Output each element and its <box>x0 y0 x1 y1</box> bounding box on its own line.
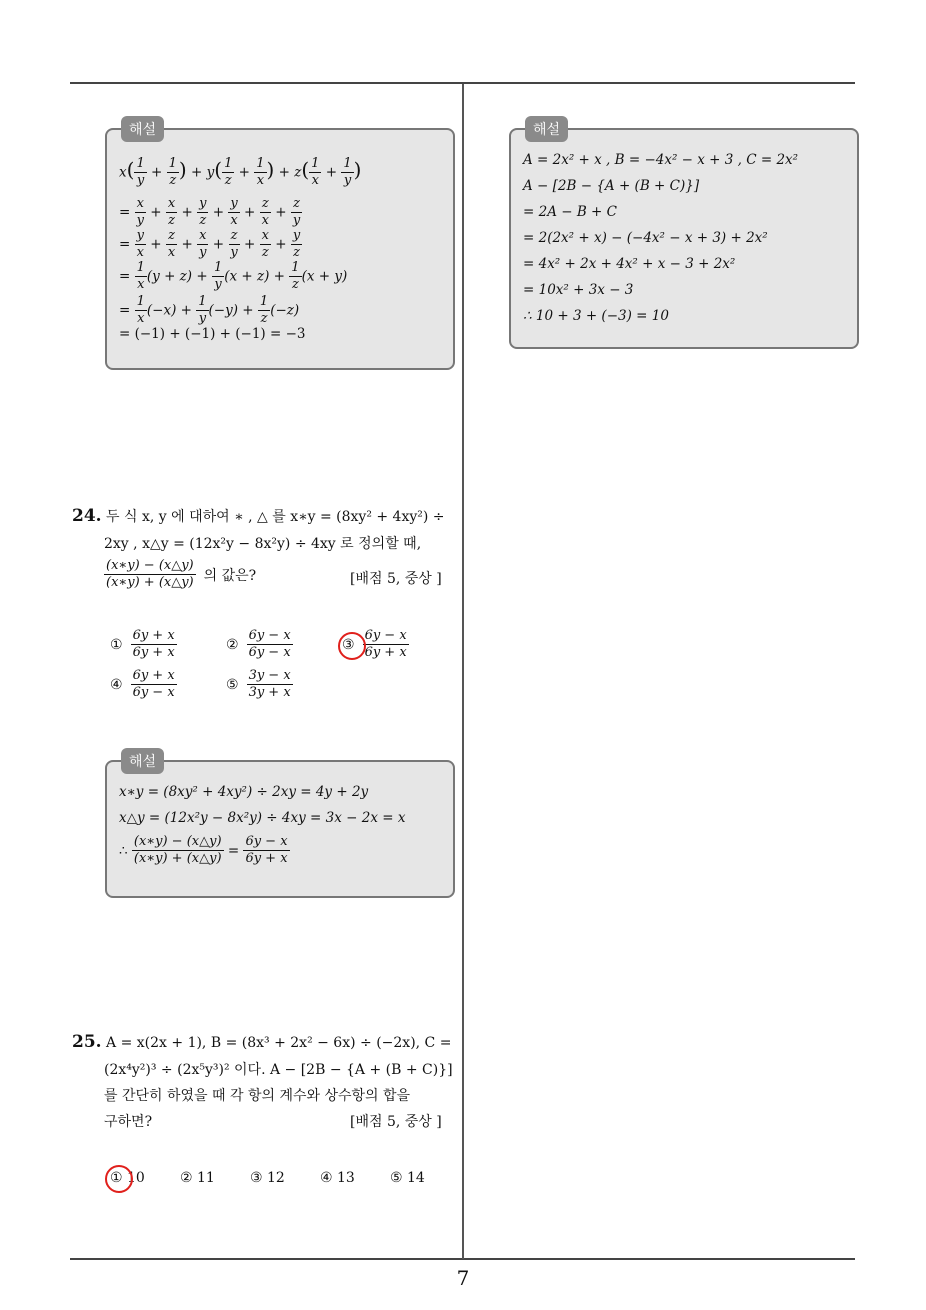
question-24-line2: 2xy , x△y = (12x²y − 8x²y) ÷ 4xy 로 정의할 때, <box>104 536 422 552</box>
question-number: 25. <box>72 1032 102 1052</box>
choice-5[interactable]: ⑤ 14 <box>390 1170 425 1186</box>
page-number: 7 <box>456 1266 470 1290</box>
solution-line: x△y = (12x²y − 8x²y) ÷ 4xy = 3x − 2x = x <box>119 810 406 826</box>
choice-4[interactable]: ④ $\frac{6y + x}{6y - x}$ <box>110 668 175 701</box>
choice-3[interactable]: ③ $\frac{6y - x}{6y + x}$ <box>342 628 407 661</box>
solution-box-23 <box>105 122 455 370</box>
solution-box-22 <box>509 122 859 349</box>
choice-1[interactable]: ① $\frac{6y + x}{6y + x}$ <box>110 628 175 661</box>
choice-2[interactable]: ② 11 <box>180 1170 215 1186</box>
solution-line: = $\frac{x}{y}$ + $\frac{x}{z}$ + $\frac{y}{z}$ + $\frac{y}{x}$ + $\frac{z}{x}$ + $\frac{z}{y}$ <box>119 196 301 229</box>
question-25-line1 <box>72 1032 451 1052</box>
question-text: A = x(2x + 1), B = (8x³ + 2x² − 6x) ÷ (−2x), C = <box>106 1035 452 1051</box>
question-24-line1 <box>72 506 445 526</box>
solution-box-24 <box>105 754 455 898</box>
solution-line: A − [2B − {A + (B + C)}] <box>523 178 700 194</box>
choice-5[interactable]: ⑤ $\frac{3y - x}{3y + x}$ <box>226 668 291 701</box>
column-divider <box>462 84 464 1259</box>
solution-line: = 10x² + 3x − 3 <box>523 282 634 298</box>
points-label: [배점 5, 중상 ] <box>350 571 442 587</box>
solution-line: = (−1) + (−1) + (−1) = −3 <box>119 326 306 342</box>
question-text: 두 식 x, y 에 대하여 ∗ , △ 를 x∗y = (8xy² + 4xy²) ÷ <box>106 509 445 525</box>
solution-line: = 2(2x² + x) − (−4x² − x + 3) + 2x² <box>523 230 768 246</box>
solution-line: = 2A − B + C <box>523 204 617 220</box>
answer-circle-mark <box>105 1165 133 1193</box>
solution-line: = $\frac{1}{x}$ (−x) + $\frac{1}{y}$ (−y) + $\frac{1}{z}$ (−z) <box>119 294 300 327</box>
solution-line: = 4x² + 2x + 4x² + x − 3 + 2x² <box>523 256 736 272</box>
choice-2[interactable]: ② $\frac{6y - x}{6y - x}$ <box>226 628 291 661</box>
choice-4[interactable]: ④ 13 <box>320 1170 355 1186</box>
choice-1[interactable]: ① 10 <box>110 1170 145 1186</box>
question-25-line4: 구하면? <box>104 1114 153 1130</box>
question-suffix: 의 값은? <box>203 567 257 584</box>
question-25-line2: (2x⁴y²)³ ÷ (2x⁵y³)² 이다. A − [2B − {A + (B + C)}] <box>104 1062 453 1078</box>
choice-3[interactable]: ③ 12 <box>250 1170 285 1186</box>
solution-line: ∴ $\frac{(x∗y) - (x\triangle y)}{(x∗y) + (x\triangle y)}$ = $\frac{6y - x}{6y + x}$ <box>119 834 288 867</box>
question-25-line3: 를 간단히 하였을 때 각 항의 계수와 상수항의 합을 <box>104 1088 411 1104</box>
solution-line: ∴ 10 + 3 + (−3) = 10 <box>523 308 669 324</box>
solution-tag: 해설 <box>121 748 164 774</box>
solution-line: x∗y = (8xy² + 4xy²) ÷ 2xy = 4y + 2y <box>119 784 369 800</box>
points-label: [배점 5, 중상 ] <box>350 1114 442 1130</box>
question-24-line3 <box>104 558 256 592</box>
solution-tag: 해설 <box>121 116 164 142</box>
question-fraction: $\frac{(x∗y) - (x\triangle y)}{(x∗y) + (x\triangle y)}$ <box>106 558 194 591</box>
solution-tag: 해설 <box>525 116 568 142</box>
answer-circle-mark <box>338 632 366 660</box>
solution-line: x( $\frac{1}{y}$ + $\frac{1}{z}$ ) + y( $\frac{1}{z}$ + $\frac{1}{x}$ ) + z( $\frac{1}{x}$ + $\frac{1}{y}$ ) <box>119 156 362 189</box>
question-number: 24. <box>72 506 102 526</box>
solution-line: = $\frac{1}{x}$ (y + z) + $\frac{1}{y}$ (x + z) + $\frac{1}{z}$ (x + y) <box>119 260 348 293</box>
solution-line: = $\frac{y}{x}$ + $\frac{z}{x}$ + $\frac{x}{y}$ + $\frac{z}{y}$ + $\frac{x}{z}$ + $\frac{y}{z}$ <box>119 228 301 261</box>
solution-line: A = 2x² + x , B = −4x² − x + 3 , C = 2x² <box>523 152 799 168</box>
